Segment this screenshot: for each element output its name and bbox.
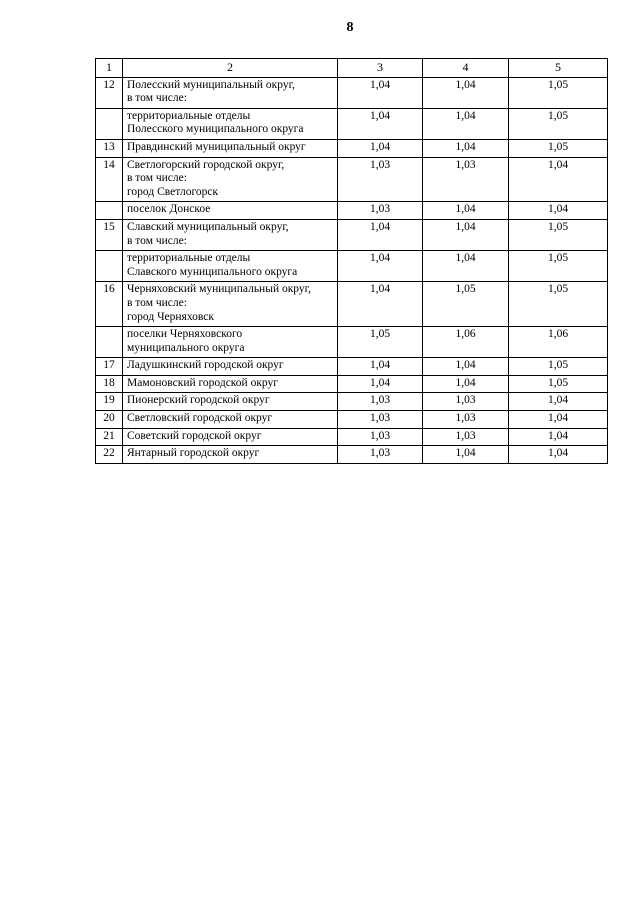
coefficient-cell-col3: 1,04 — [338, 282, 423, 327]
row-number-cell: 22 — [96, 446, 123, 464]
municipality-name-line: город Черняховск — [127, 310, 214, 323]
table-row — [96, 202, 608, 220]
coefficient-cell-col3: 1,04 — [338, 358, 423, 376]
coefficient-cell-col5: 1,05 — [509, 375, 608, 393]
table-row — [96, 157, 608, 202]
row-number-cell — [96, 251, 123, 282]
coefficient-cell-col3: 1,03 — [338, 393, 423, 411]
municipality-name-line: в том числе: — [127, 234, 187, 247]
municipality-name-line: территориальные отделы — [127, 252, 251, 265]
municipality-name-cell — [123, 428, 338, 446]
municipality-name-cell — [123, 139, 338, 157]
municipality-name-cell — [123, 157, 338, 202]
coefficient-cell-col3: 1,04 — [338, 251, 423, 282]
coefficient-cell-col5: 1,05 — [509, 139, 608, 157]
table-row — [96, 358, 608, 376]
row-number-cell: 12 — [96, 77, 123, 108]
coefficient-cell-col5: 1,04 — [509, 411, 608, 429]
header-cell-col2: 2 — [123, 59, 338, 78]
coefficient-cell-col5: 1,05 — [509, 282, 608, 327]
table-row — [96, 411, 608, 429]
coefficient-cell-col4: 1,05 — [423, 282, 509, 327]
coefficient-cell-col3: 1,03 — [338, 411, 423, 429]
row-number-cell: 20 — [96, 411, 123, 429]
coefficient-cell-col3: 1,04 — [338, 375, 423, 393]
coefficient-cell-col5: 1,05 — [509, 108, 608, 139]
table-row — [96, 428, 608, 446]
row-number-cell — [96, 108, 123, 139]
coefficients-table — [95, 58, 608, 464]
table-row — [96, 282, 608, 327]
coefficient-cell-col3: 1,03 — [338, 446, 423, 464]
coefficient-cell-col4: 1,06 — [423, 327, 509, 358]
municipality-name-cell — [123, 77, 338, 108]
municipality-name-line: Янтарный городской округ — [127, 447, 260, 460]
row-number-cell: 14 — [96, 157, 123, 202]
header-cell-col4: 4 — [423, 59, 509, 78]
municipality-name-cell — [123, 219, 338, 250]
municipality-name-line: Пионерский городской округ — [127, 394, 270, 407]
coefficient-cell-col3: 1,03 — [338, 202, 423, 220]
row-number-cell: 18 — [96, 375, 123, 393]
municipality-name-cell — [123, 251, 338, 282]
coefficient-cell-col5: 1,04 — [509, 446, 608, 464]
municipality-name-line: Полесский муниципальный округ, — [127, 78, 295, 91]
municipality-name-line: Правдинский муниципальный округ — [127, 140, 306, 153]
table-row — [96, 108, 608, 139]
row-number-cell: 15 — [96, 219, 123, 250]
coefficient-cell-col3: 1,04 — [338, 77, 423, 108]
coefficient-cell-col5: 1,04 — [509, 393, 608, 411]
row-number-cell — [96, 327, 123, 358]
coefficient-cell-col5: 1,05 — [509, 219, 608, 250]
table-row — [96, 251, 608, 282]
municipality-name-line: Полесского муниципального округа — [127, 123, 304, 136]
coefficient-cell-col5: 1,05 — [509, 358, 608, 376]
municipality-name-line: Советский городской округ — [127, 429, 262, 442]
municipality-name-line: в том числе: — [127, 172, 187, 185]
municipality-name-line: территориальные отделы — [127, 109, 251, 122]
row-number-cell: 16 — [96, 282, 123, 327]
coefficient-cell-col5: 1,05 — [509, 77, 608, 108]
coefficient-cell-col4: 1,04 — [423, 202, 509, 220]
coefficient-cell-col3: 1,04 — [338, 139, 423, 157]
header-cell-col5: 5 — [509, 59, 608, 78]
municipality-name-line: город Светлогорск — [127, 185, 219, 198]
table-row — [96, 393, 608, 411]
table-header-row — [96, 59, 608, 78]
municipality-name-cell — [123, 358, 338, 376]
coefficient-cell-col3: 1,04 — [338, 219, 423, 250]
municipality-name-cell — [123, 108, 338, 139]
municipality-name-cell — [123, 327, 338, 358]
municipality-name-cell — [123, 282, 338, 327]
table-row — [96, 219, 608, 250]
municipality-name-cell — [123, 375, 338, 393]
coefficient-cell-col5: 1,06 — [509, 327, 608, 358]
coefficient-cell-col4: 1,03 — [423, 411, 509, 429]
table-row — [96, 327, 608, 358]
municipality-name-line: Мамоновский городской округ — [127, 376, 278, 389]
municipality-name-line: в том числе: — [127, 296, 187, 309]
table-row — [96, 77, 608, 108]
municipality-name-cell — [123, 446, 338, 464]
table-row — [96, 446, 608, 464]
coefficient-cell-col4: 1,03 — [423, 428, 509, 446]
coefficient-cell-col5: 1,04 — [509, 428, 608, 446]
coefficient-cell-col5: 1,04 — [509, 157, 608, 202]
row-number-cell: 19 — [96, 393, 123, 411]
coefficient-cell-col3: 1,03 — [338, 157, 423, 202]
row-number-cell: 21 — [96, 428, 123, 446]
municipality-name-line: поселок Донское — [127, 203, 211, 216]
coefficient-cell-col4: 1,04 — [423, 77, 509, 108]
coefficient-cell-col4: 1,04 — [423, 139, 509, 157]
coefficient-cell-col4: 1,03 — [423, 157, 509, 202]
municipality-name-line: Светловский городской округ — [127, 412, 273, 425]
header-cell-col3: 3 — [338, 59, 423, 78]
coefficient-cell-col4: 1,04 — [423, 375, 509, 393]
municipality-name-line: Славского муниципального округа — [127, 265, 298, 278]
table-body — [96, 59, 608, 464]
municipality-name-line: Славский муниципальный округ, — [127, 220, 289, 233]
coefficient-cell-col3: 1,04 — [338, 108, 423, 139]
coefficient-cell-col3: 1,03 — [338, 428, 423, 446]
municipality-name-line: Черняховский муниципальный округ, — [127, 283, 311, 296]
municipality-name-line: в том числе: — [127, 92, 187, 105]
coefficient-cell-col5: 1,04 — [509, 202, 608, 220]
header-cell-col1: 1 — [96, 59, 123, 78]
municipality-name-cell — [123, 393, 338, 411]
municipality-name-line: муниципального округа — [127, 341, 245, 354]
coefficient-cell-col5: 1,05 — [509, 251, 608, 282]
coefficient-cell-col4: 1,04 — [423, 108, 509, 139]
municipality-name-line: Светлогорский городской округ, — [127, 158, 285, 171]
coefficient-cell-col4: 1,04 — [423, 219, 509, 250]
coefficient-cell-col3: 1,05 — [338, 327, 423, 358]
row-number-cell: 17 — [96, 358, 123, 376]
municipality-name-cell — [123, 411, 338, 429]
municipality-name-line: Ладушкинский городской округ — [127, 359, 284, 372]
municipality-name-line: поселки Черняховского — [127, 328, 243, 341]
row-number-cell — [96, 202, 123, 220]
municipality-name-cell — [123, 202, 338, 220]
coefficient-cell-col4: 1,04 — [423, 251, 509, 282]
coefficient-cell-col4: 1,03 — [423, 393, 509, 411]
coefficient-cell-col4: 1,04 — [423, 358, 509, 376]
coefficient-cell-col4: 1,04 — [423, 446, 509, 464]
page-number: 8 — [346, 20, 354, 35]
row-number-cell: 13 — [96, 139, 123, 157]
table-row — [96, 375, 608, 393]
table-row — [96, 139, 608, 157]
